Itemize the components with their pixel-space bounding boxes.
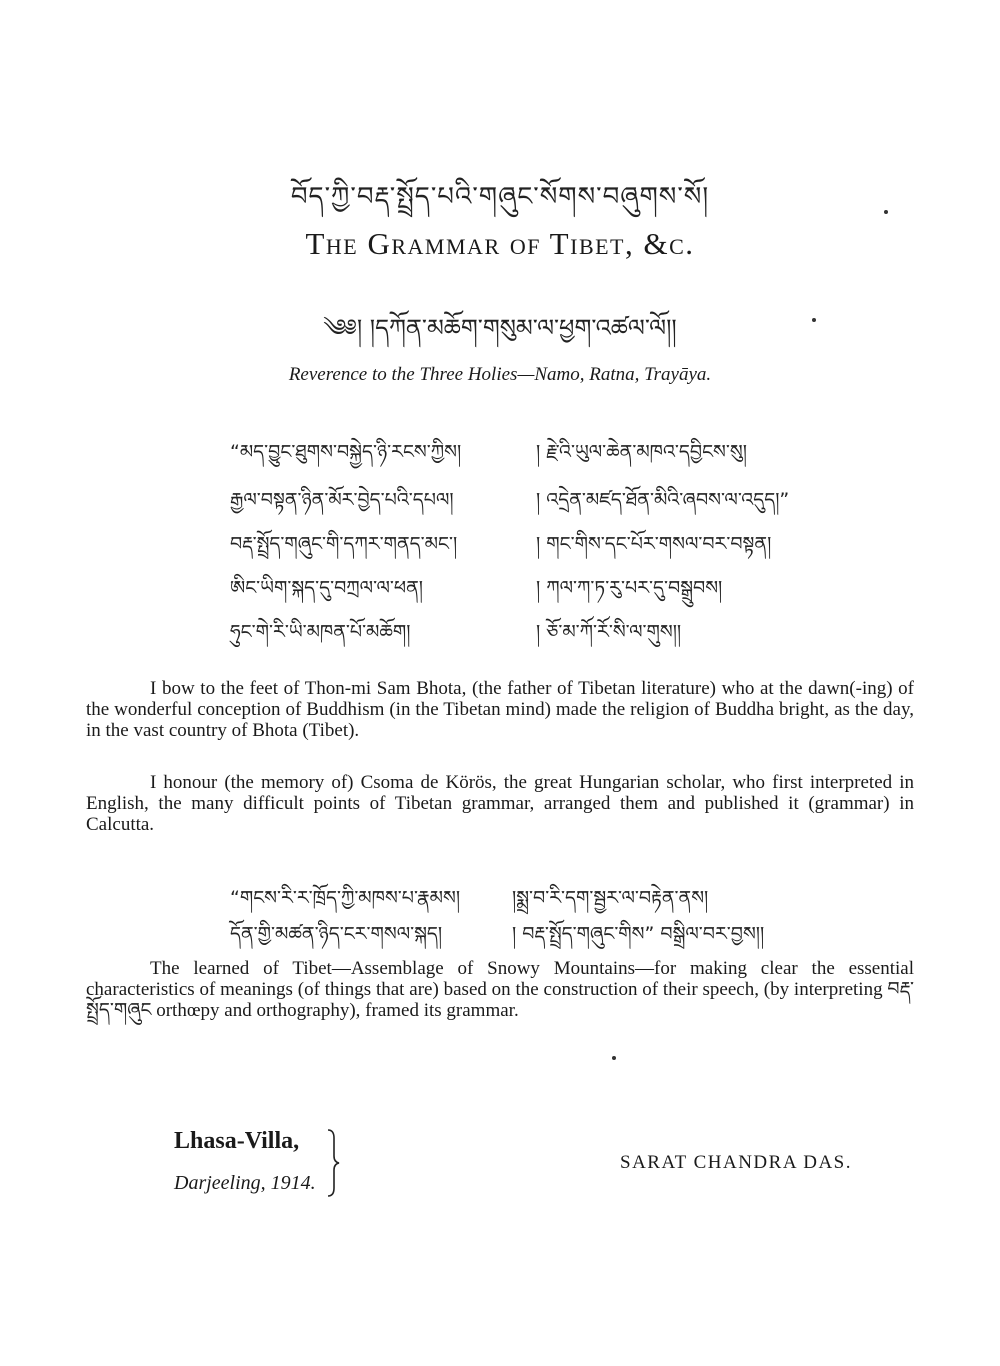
right-brace <box>326 1128 340 1198</box>
paragraph-csoma <box>86 772 914 835</box>
stray-mark <box>612 1056 616 1060</box>
signature-place: Lhasa-Villa, <box>174 1128 300 1154</box>
verse-top-left-1: “མད་བྱུང་ཐུགས་བསྐྱེད་ཉི་རངས་ཀྱིས། <box>230 441 462 463</box>
paragraph-learned <box>86 958 914 1021</box>
main-title: The Grammar of Tibet, &c. <box>305 226 695 261</box>
verse-top-right-2: ། འདྲེན་མཛད་ཐོན་མིའི་ཞབས་ལ་འདུད།” <box>536 489 790 511</box>
stray-mark <box>884 210 888 214</box>
paragraph-3-text <box>86 958 914 1021</box>
verse-bottom-left-1: “གངས་རི་ར་ཁྲོད་ཀྱི་མཁས་པ་རྣམས། <box>230 887 461 909</box>
verse-top-right-4: ། ཀལ་ཀ་ཏ་རུ་པར་དུ་བསྒྲུབས། <box>536 577 723 599</box>
paragraph-3-after: orthœpy and orthography), framed its grammar. <box>151 1000 519 1021</box>
verse-top-right-1: ། རྗེ་འི་ཡུལ་ཆེན་མཁའ་དབྱིངས་སུ། <box>536 441 747 463</box>
verse-top-right-3: ། གང་གིས་དང་པོར་གསལ་བར་བསྟན། <box>536 533 772 555</box>
signature-date: Darjeeling, 1914. <box>174 1172 316 1194</box>
verse-top-left-4: ཨིང་ཡིག་སྐད་དུ་བཀྲལ་ལ་ཕན། <box>230 577 423 599</box>
verse-bottom-right-2: ། བརྡ་སྤྲོད་གཞུང་གིས” བསྒྲིལ་བར་བྱས།། <box>512 923 765 945</box>
stray-mark <box>812 318 816 322</box>
verse-top-right-5: ། ཅོ་མ་ཀོ་རོ་སི་ལ་གུས།། <box>536 621 682 643</box>
verse-bottom-left-2: དོན་གྱི་མཚན་ཉིད་ངར་གསལ་སྐད། <box>230 923 443 945</box>
verse-top-left-5: ཧུང་གེ་རི་ཡི་མཁན་པོ་མཆོག། <box>230 621 411 643</box>
paragraph-thonmi <box>86 678 914 741</box>
reverence-line: Reverence to the Three Holies—Namo, Ratna, Trayāya. <box>288 364 712 385</box>
tibetan-title: བོད་ཀྱི་བརྡ་སྤྲོད་པའི་གཞུང་སོགས་བཞུགས་སོ། <box>290 182 710 212</box>
paragraph-1-text: I bow to the feet of Thon-mi Sam Bhota, (the father of Tibetan literature) who at the dawn(-ing) of the wonderful conception of Buddhism (in the Tibetan mind) made the religion of Buddha bright, as the day, in the vast country of Bhota (Tibet). <box>86 678 914 741</box>
verse-top-left-2: རྒྱལ་བསྟན་ཉིན་མོར་བྱེད་པའི་དཔལ། <box>230 489 454 511</box>
signature-author: SARAT CHANDRA DAS. <box>620 1152 853 1173</box>
paragraph-3-before: The learned of Tibet—Assemblage of Snowy Mountains—for making clear the essential characteristics of meanings (of things that are) based on the construction of their speech, (by interpreting <box>86 958 914 1000</box>
paragraph-2-text: I honour (the memory of) Csoma de Körös, the great Hungarian scholar, who first interpreted in English, the many difficult points of Tibetan grammar, arranged them and published it (grammar) in Calcutta. <box>86 772 914 835</box>
paragraph-3-tibetan: བརྡ་སྤྲོད་གཞུང <box>86 978 914 1021</box>
invocation: ༄༅། །དཀོན་མཆོག་གསུམ་ལ་ཕྱག་འཚལ་ལོ།། <box>323 314 677 342</box>
verse-top-left-3: བརྡ་སྤྲོད་གཞུང་གི་དཀར་གནད་མང་། <box>230 533 458 555</box>
verse-bottom-right-1: །སྨྲ་བ་རི་དག་སྦྱར་ལ་བརྟེན་ནས། <box>512 887 709 909</box>
